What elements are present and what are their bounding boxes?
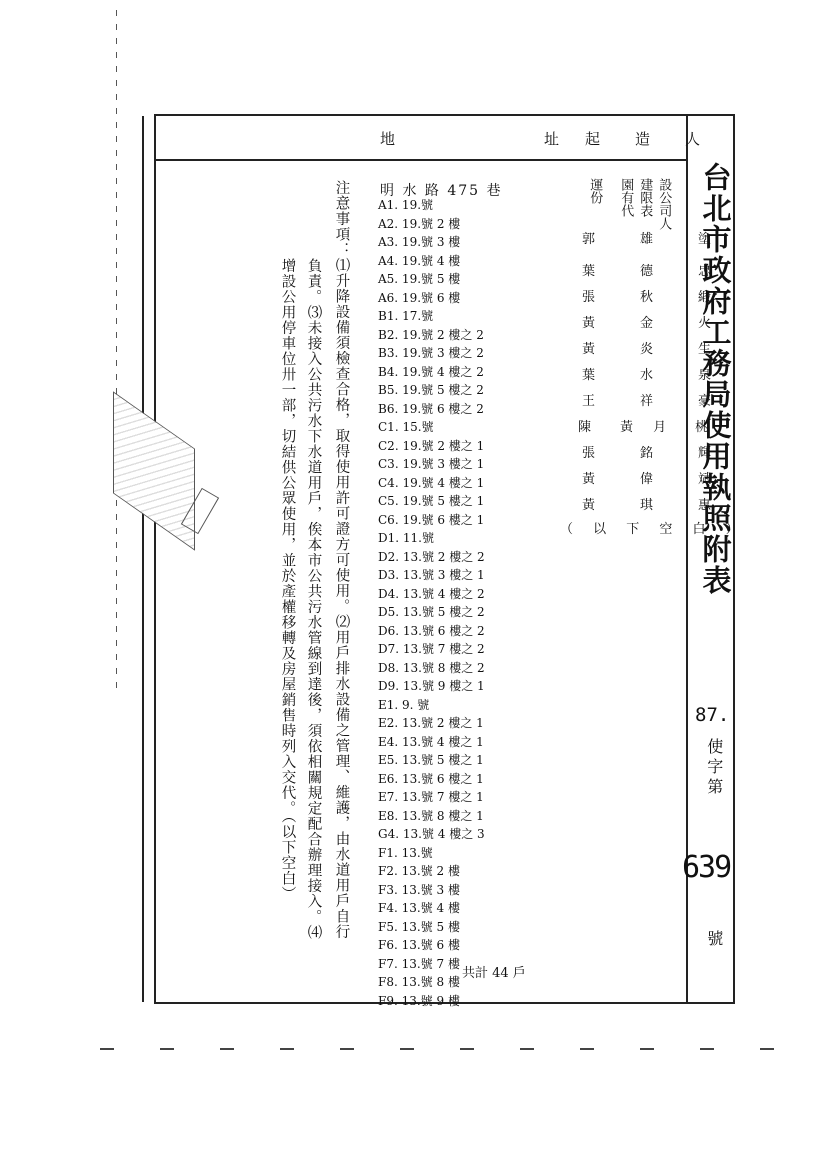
address-item: B5. 19.號 5 樓之 2 [378,383,484,397]
permit-number: 639 [682,850,731,885]
address-item: A2. 19.號 2 樓 [378,216,461,231]
address-item: E6. 13.號 6 樓之 1 [378,771,484,786]
address-item: B3. 19.號 3 樓之 2 [378,346,484,360]
total-units: 共計 44 戶 [462,966,526,981]
address-item: A6. 19.號 6 樓 [378,290,461,305]
builder-name: 陳 黃 月 桃 [578,420,717,435]
permit-year: 87. [695,704,730,726]
company-col-3: 園有代 [618,178,634,217]
address-item: E7. 13.號 7 樓之 1 [378,790,484,804]
address-item: F3. 13.號 3 樓 [378,882,460,897]
frame-left-border [142,116,144,1002]
address-item: F2. 13.號 2 樓 [378,864,460,878]
address-item: D2. 13.號 2 樓之 2 [378,549,485,564]
permit-suffix: 號 [704,930,724,946]
builder-name: 黃 琪 惠 [582,498,728,513]
address-item: B4. 19.號 4 樓之 2 [378,364,484,379]
address-item: F9. 13.號 9 樓 [378,993,460,1008]
address-item: C3. 19.號 3 樓之 1 [378,457,485,471]
address-item: A5. 19.號 5 樓 [378,272,461,286]
address-item: D5. 13.號 5 樓之 2 [378,605,485,619]
address-list [378,196,485,1010]
builder-name: 黃 炎 生 [582,342,728,357]
address-item: A1. 19.號 [378,198,434,212]
permit-prefix: 使字第 [704,738,724,798]
address-item: D1. 11.號 [378,531,434,545]
header-divider [156,159,687,161]
address-item: E8. 13.號 8 樓之 1 [378,808,484,823]
fold-line [116,10,117,690]
address-item: D7. 13.號 7 樓之 2 [378,642,485,656]
address-item: A4. 19.號 4 樓 [378,253,461,268]
address-item: B2. 19.號 2 樓之 2 [378,327,484,342]
address-item: F8. 13.號 8 樓 [378,975,460,989]
address-item: F4. 13.號 4 樓 [378,901,460,915]
builder-name: 葉 水 泉 [582,368,728,383]
page-title: 台北市政府工務局使用執照附表 [698,162,733,596]
notes-column-3: 增設公用停車位卅一部，切結供公眾使用，並於產權移轉及房屋銷售時列入交代。（以下空白） [279,258,296,902]
builder-name: 張 銘 輝 [582,446,728,461]
address-item: D3. 13.號 3 樓之 1 [378,568,485,582]
address-item: C4. 19.號 4 樓之 1 [378,475,485,490]
notes-column-1: 注意事項：⑴升降設備須檢查合格，取得使用許可證方可使用。⑵用戶排水設備之管理、維護，由水道用戶自行 [333,180,350,940]
address-header: 地 [380,130,396,148]
address-item: C5. 19.號 5 樓之 1 [378,494,485,508]
address-item: F1. 13.號 [378,845,433,860]
notes-column-2: 負責。⑶未接入公共污水下水道用戶，俟本市公共污水管線到達後，須依相關規定配合辦理接入。⑷ [305,258,322,940]
builder-name: 黃 偉 斌 [582,472,728,487]
address-header-2: 址 [544,130,560,148]
address-item: F6. 13.號 6 樓 [378,938,460,952]
address-item: C2. 19.號 2 樓之 1 [378,438,485,453]
builder-name: 葉 德 忠 [582,264,728,279]
company-col-2: 建限表 [637,178,653,217]
company-col-4: 運份 [587,178,603,204]
address-item: F7. 13.號 7 樓 [378,956,460,971]
builder-name: 黃 金 火 [582,316,728,331]
address-item: E2. 13.號 2 樓之 1 [378,716,484,730]
builder-name: 王 祥 豪 [582,394,728,409]
address-item: C1. 15.號 [378,420,434,434]
address-item: D6. 13.號 6 樓之 2 [378,623,485,638]
bottom-dash-row [100,1048,800,1050]
builder-header: 起 造 人 [585,130,711,148]
builder-rep: 郭 雄 塗 [582,232,728,247]
address-item: B6. 19.號 6 樓之 2 [378,401,484,416]
address-item: D9. 13.號 9 樓之 1 [378,679,485,693]
address-item: F5. 13.號 5 樓 [378,919,460,934]
address-item: C6. 19.號 6 樓之 1 [378,512,485,527]
address-item: D8. 13.號 8 樓之 2 [378,660,485,675]
address-item: B1. 17.號 [378,309,434,323]
address-item: G4. 13.號 4 樓之 3 [378,827,485,841]
street-name: 明 水 路 475 巷 [380,183,503,199]
address-item: E5. 13.號 5 樓之 1 [378,753,484,767]
address-item: E4. 13.號 4 樓之 1 [378,734,484,749]
address-item: E1. 9. 號 [378,697,430,712]
builder-name: 張 秋 緞 [582,290,728,305]
company-col-1: 設公司人 [656,178,672,230]
address-item: D4. 13.號 4 樓之 2 [378,586,485,601]
builders-end-note: （ 以 下 空 白 ） [560,522,747,537]
address-item: A3. 19.號 3 樓 [378,235,461,249]
